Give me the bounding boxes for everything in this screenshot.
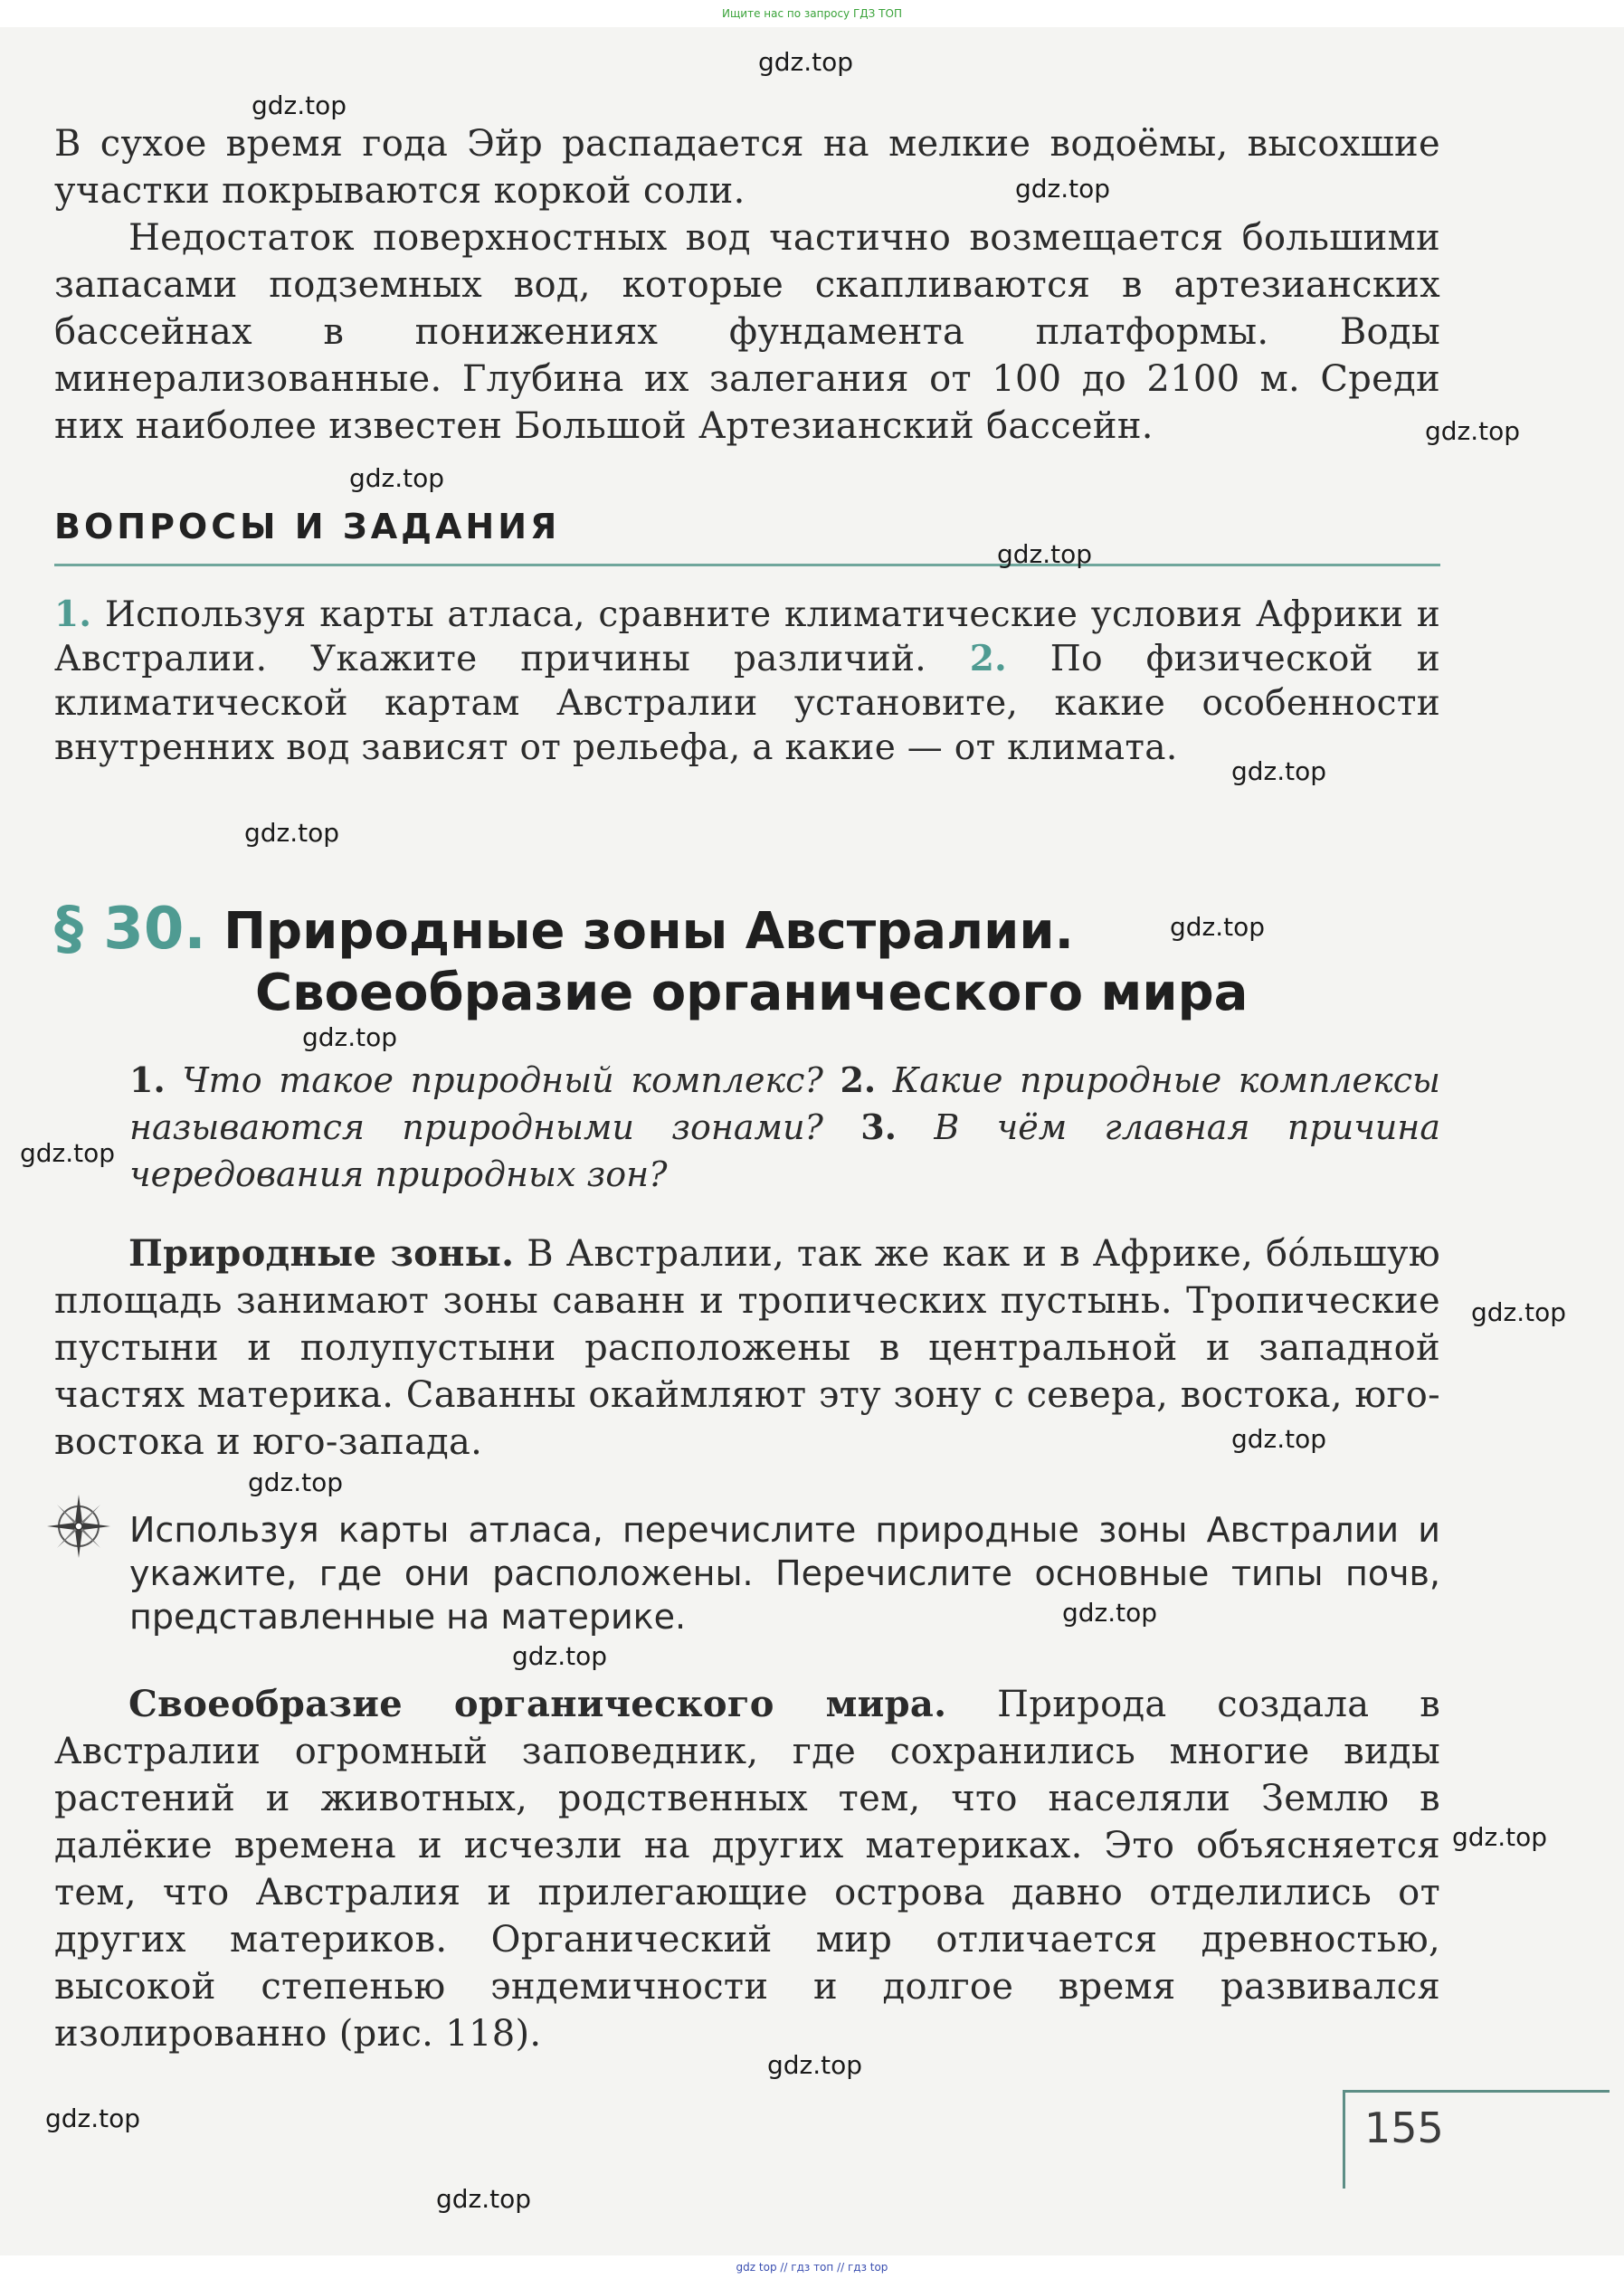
intro-paragraph-2: Недостаток поверхностных вод частично возмещается большими запасами подземных вод, которые скапливаются в артезианских бассейнах в понижениях фундамента платформы. Воды минерализованные. Глубина их залегания от 100 до 2100 м. Среди них наиболее известен Большой Артезианский бассейн. bbox=[54, 217, 1440, 447]
organic-title: Своеобразие органического мира. bbox=[128, 1683, 947, 1725]
organic-text: Природа создала в Австралии огромный заповедник, где сохранились многие виды растений и животных, родственных тем, что населяли Землю в далёкие времена и исчезли на других материках. Это объясняется тем, что Австралия и прилегающие острова давно отделились от других материков. Органический мир отличается древностью, высокой степенью эндемичности и долгое время развивался изолированно (рис. 118). bbox=[54, 1684, 1441, 2055]
watermark: gdz.top bbox=[248, 1467, 344, 1497]
watermark: gdz.top bbox=[20, 1138, 116, 1168]
watermark: gdz.top bbox=[244, 818, 340, 848]
review-questions bbox=[129, 1057, 1440, 1198]
question-1-text: Используя карты атласа, сравните климатические условия Африки и Австралии. Укажите причины различий. bbox=[54, 594, 1440, 679]
question-2-number: 2. bbox=[969, 638, 1008, 679]
watermark: gdz.top bbox=[1015, 174, 1111, 204]
review-question-3: В чём главная причина чередования природных зон? bbox=[129, 1107, 1440, 1194]
watermark: gdz.top bbox=[45, 2103, 141, 2133]
organic-paragraph bbox=[54, 1681, 1440, 2057]
intro-paragraph-1: В сухое время года Эйр распадается на мелкие водоёмы, высохшие участки покрываются коркой соли. bbox=[54, 123, 1440, 212]
watermark: gdz.top bbox=[1452, 1822, 1548, 1852]
questions-heading: ВОПРОСЫ И ЗАДАНИЯ bbox=[54, 507, 561, 546]
zones-title: Природные зоны. bbox=[128, 1232, 515, 1275]
watermark: gdz.top bbox=[1425, 416, 1521, 446]
review-number-2: 2. bbox=[840, 1059, 877, 1100]
review-question-2: Какие природные комплексы называются природными зонами? bbox=[129, 1060, 1440, 1147]
watermark: gdz.top bbox=[349, 463, 445, 493]
watermark: gdz.top bbox=[302, 1022, 398, 1052]
section-number: § 30. bbox=[54, 896, 206, 963]
section-title-line-1: Природные зоны Австралии. bbox=[223, 902, 1074, 961]
question-1-number: 1. bbox=[54, 593, 92, 635]
review-number-3: 3. bbox=[860, 1106, 897, 1147]
questions-list bbox=[54, 593, 1440, 770]
atlas-task: Используя карты атласа, перечислите природные зоны Австралии и укажите, где они расположены. Перечислите основные типы почв, представленные на материке. bbox=[129, 1510, 1440, 1637]
watermark: gdz.top bbox=[1471, 1297, 1567, 1327]
intro-text bbox=[54, 120, 1440, 450]
watermark: gdz.top bbox=[252, 90, 347, 120]
page-number: 155 bbox=[1364, 2103, 1444, 2152]
watermark: gdz.top bbox=[1170, 912, 1266, 942]
watermark: gdz.top bbox=[1062, 1598, 1158, 1628]
watermark: gdz.top bbox=[436, 2184, 532, 2214]
watermark: gdz.top bbox=[1231, 1424, 1327, 1454]
watermark: gdz.top bbox=[997, 539, 1093, 569]
footer-banner[interactable]: gdz top // гдз топ // гдз top bbox=[0, 2255, 1624, 2279]
review-number-1: 1. bbox=[129, 1059, 166, 1100]
zones-text: В Австралии, так же как и в Африке, бóльшую площадь занимают зоны саванн и тропических пустынь. Тропические пустыни и полупустыни расположены в центральной и западной частях материка. Саванны окаймляют эту зону с севера, востока, юго-востока и юго-запада. bbox=[54, 1233, 1441, 1463]
question-2-text: По физической и климатической картам Австралии установите, какие особенности внутренних вод зависят от рельефа, а какие — от климата. bbox=[54, 639, 1440, 768]
watermark: gdz.top bbox=[767, 2050, 863, 2080]
watermark: gdz.top bbox=[1231, 756, 1327, 786]
review-question-1: Что такое природный комплекс? bbox=[182, 1060, 823, 1100]
section-title-line-2: Своеобразие органического мира bbox=[255, 964, 1249, 1022]
top-banner[interactable]: Ищите нас по запросу ГДЗ ТОП bbox=[0, 0, 1624, 27]
watermark: gdz.top bbox=[758, 47, 854, 77]
watermark: gdz.top bbox=[512, 1641, 608, 1671]
compass-rose-icon bbox=[45, 1493, 112, 1560]
questions-divider bbox=[54, 564, 1440, 566]
